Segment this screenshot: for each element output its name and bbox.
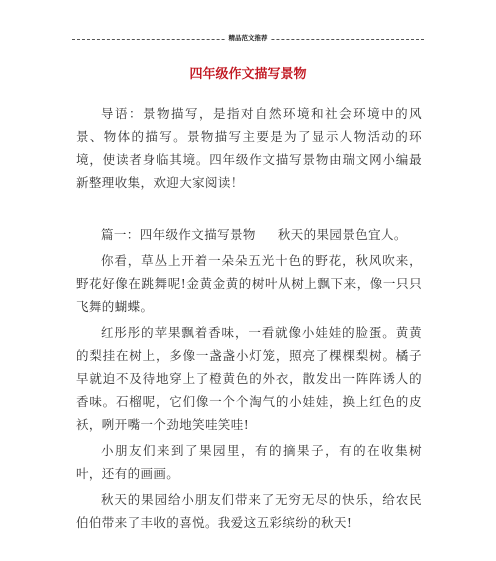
intro-paragraph: 导语：景物描写，是指对自然环境和社会环境中的风景、物体的描写。景物描写主要是为了显示人物活动的环境，使读者身临其境。四年级作文描写景物由瑞文网小编最新整理收集，欢迎大家阅读！ [76, 106, 422, 190]
body-paragraph: 秋天的果园给小朋友们带来了无穷无尽的快乐，给农民伯伯带来了丰收的喜悦。我爱这五彩缤纷的秋天! [76, 492, 422, 530]
header-label-text: 精品范文推荐 [226, 34, 271, 42]
section-heading-title: 篇一：四年级作文描写景物 [101, 227, 256, 242]
document-body [76, 102, 422, 537]
body-paragraph: 小朋友们来到了果园里，有的摘果子，有的在收集树叶，还有的画画。 [76, 443, 422, 481]
header-label [0, 33, 496, 43]
section-heading-subtitle: 秋天的果园景色宜人。 [277, 227, 407, 242]
body-paragraph: 你看，草丛上开着一朵朵五光十色的野花，秋风吹来，野花好像在跳舞呢!金黄金黄的树叶从树上飘下来，像一只只飞舞的蝴蝶。 [76, 253, 422, 314]
page-title: 四年级作文描写景物 [189, 67, 307, 82]
body-paragraph: 红彤彤的苹果飘着香味，一看就像小娃娃的脸蛋。黄黄的梨挂在树上，多像一盏盏小灯笼，照亮了棵棵梨树。橘子早就迫不及待地穿上了橙黄色的外衣，散发出一阵阵诱人的香味。石榴呢，它们像一个个淘气的小娃娃，换上红色的皮袄，咧开嘴一个劲地笑哇笑哇! [76, 325, 422, 432]
section-spacer [76, 197, 422, 223]
section-heading [76, 223, 422, 246]
